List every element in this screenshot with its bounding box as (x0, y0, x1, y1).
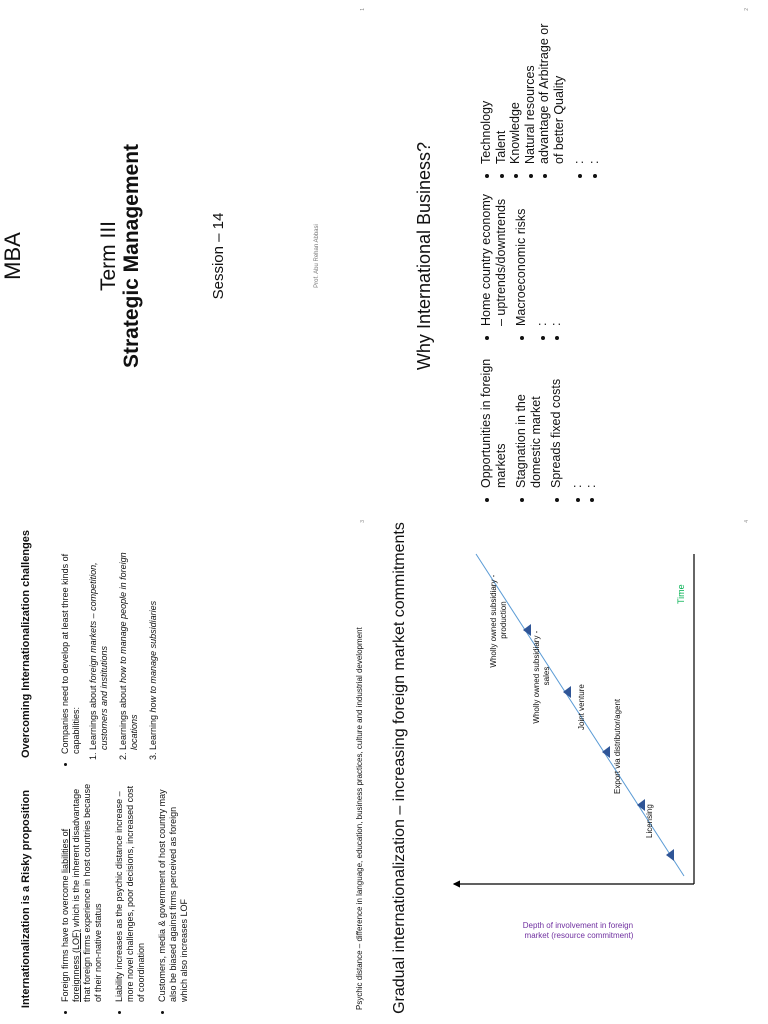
slide-why-international-business (384, 0, 768, 512)
list-item: • : (535, 184, 550, 326)
page-number: 1 (360, 8, 366, 11)
session-label: Session – 14 (210, 212, 227, 300)
list-item: • Liability increases as the psychic distance increase – more novel challenges, poor decisions, increased cost of coordination (114, 782, 147, 1002)
author-name: Prof. Abu Rehan Abbasi (314, 224, 320, 288)
list-item: • Stagnation in the domestic market (514, 346, 543, 488)
page-number: 4 (744, 520, 750, 523)
list-item: • Knowledge (508, 22, 523, 164)
stage-label-export: Export via distributor/agent (613, 698, 622, 794)
list-item: • Spreads fixed costs (549, 346, 564, 488)
subject-title: Strategic Management (120, 143, 143, 369)
list-item: • Companies need to develop at least three kinds of capabilities: (60, 526, 82, 754)
stage-label-licensing: Licensing (645, 804, 654, 838)
list-item: • Foreign firms have to overcome liabilities of foreignness (LOF) which is the inherent disadvantage that foreign firms experience in host countries because of their non-native status (60, 782, 104, 1002)
stage-marker-wos-sales (563, 686, 571, 698)
list-item: 3. Learning how to manage subsidiaries (148, 526, 159, 750)
slide-gradual-internationalization (384, 512, 768, 1024)
commitment-diagram (384, 512, 768, 1024)
list-item: • Opportunities in foreign markets (479, 346, 508, 488)
footnote: Psychic distance – difference in language, education, business practices, culture and industrial development (355, 627, 364, 1010)
list-item: • : (570, 346, 585, 488)
stage-marker-wos-production (523, 624, 531, 636)
list-item: • advantage of Arbitrage or of better Quality (537, 22, 566, 164)
capabilities-list (60, 526, 167, 766)
slide-heading: Why International Business? (414, 141, 434, 371)
list-item: • Technology (479, 22, 494, 164)
page-number: 3 (360, 520, 366, 523)
list-item: • Home country economy – uptrends/downtrends (479, 184, 508, 326)
list-item: • Customers, media & government of host country may also be biased against firms perceived as foreign which also increases LOF (157, 782, 190, 1002)
list-item: • Macroeconomic risks (514, 184, 529, 326)
slide-internationalization-risk (0, 512, 384, 1024)
x-axis-label: Time (676, 584, 686, 604)
term-label: Term III (97, 221, 120, 292)
list-item: 2. Learnings about how to manage people in foreign locations (118, 526, 140, 750)
list-item: • : (572, 22, 587, 164)
stage-label-wos-sales: Wholly owned subsidiary - sales (532, 630, 551, 724)
reason-column-3 (479, 22, 607, 178)
list-item: • Talent (494, 22, 509, 164)
list-item: 1. Learnings about foreign markets – competition, customers and institutions (88, 526, 110, 750)
slide-title (0, 0, 384, 512)
risk-list (60, 782, 200, 1014)
left-heading: Internationalization is a Risky proposition (20, 789, 32, 1009)
list-item: • Natural resources (523, 22, 538, 164)
stage-label-joint-venture: Joint venture (577, 684, 586, 730)
slide-heading: Gradual internationalization – increasing foreign market commitments (391, 522, 408, 1014)
reason-column-2 (479, 184, 607, 340)
program-title: MBA (0, 232, 25, 280)
page-number: 2 (744, 8, 750, 11)
list-item: • : (587, 22, 602, 164)
reason-column-1 (479, 346, 607, 502)
list-item: • : (549, 184, 564, 326)
y-axis-label: Depth of involvement in foreign market (resource commitment) (522, 921, 634, 940)
reason-columns (479, 22, 607, 502)
list-item: • : (584, 346, 599, 488)
right-heading: Overcoming Internationalization challenges (20, 530, 32, 758)
stage-marker-joint-venture (602, 746, 610, 758)
stage-label-wos-production: Wholly owned subsidiary - production (489, 574, 508, 668)
